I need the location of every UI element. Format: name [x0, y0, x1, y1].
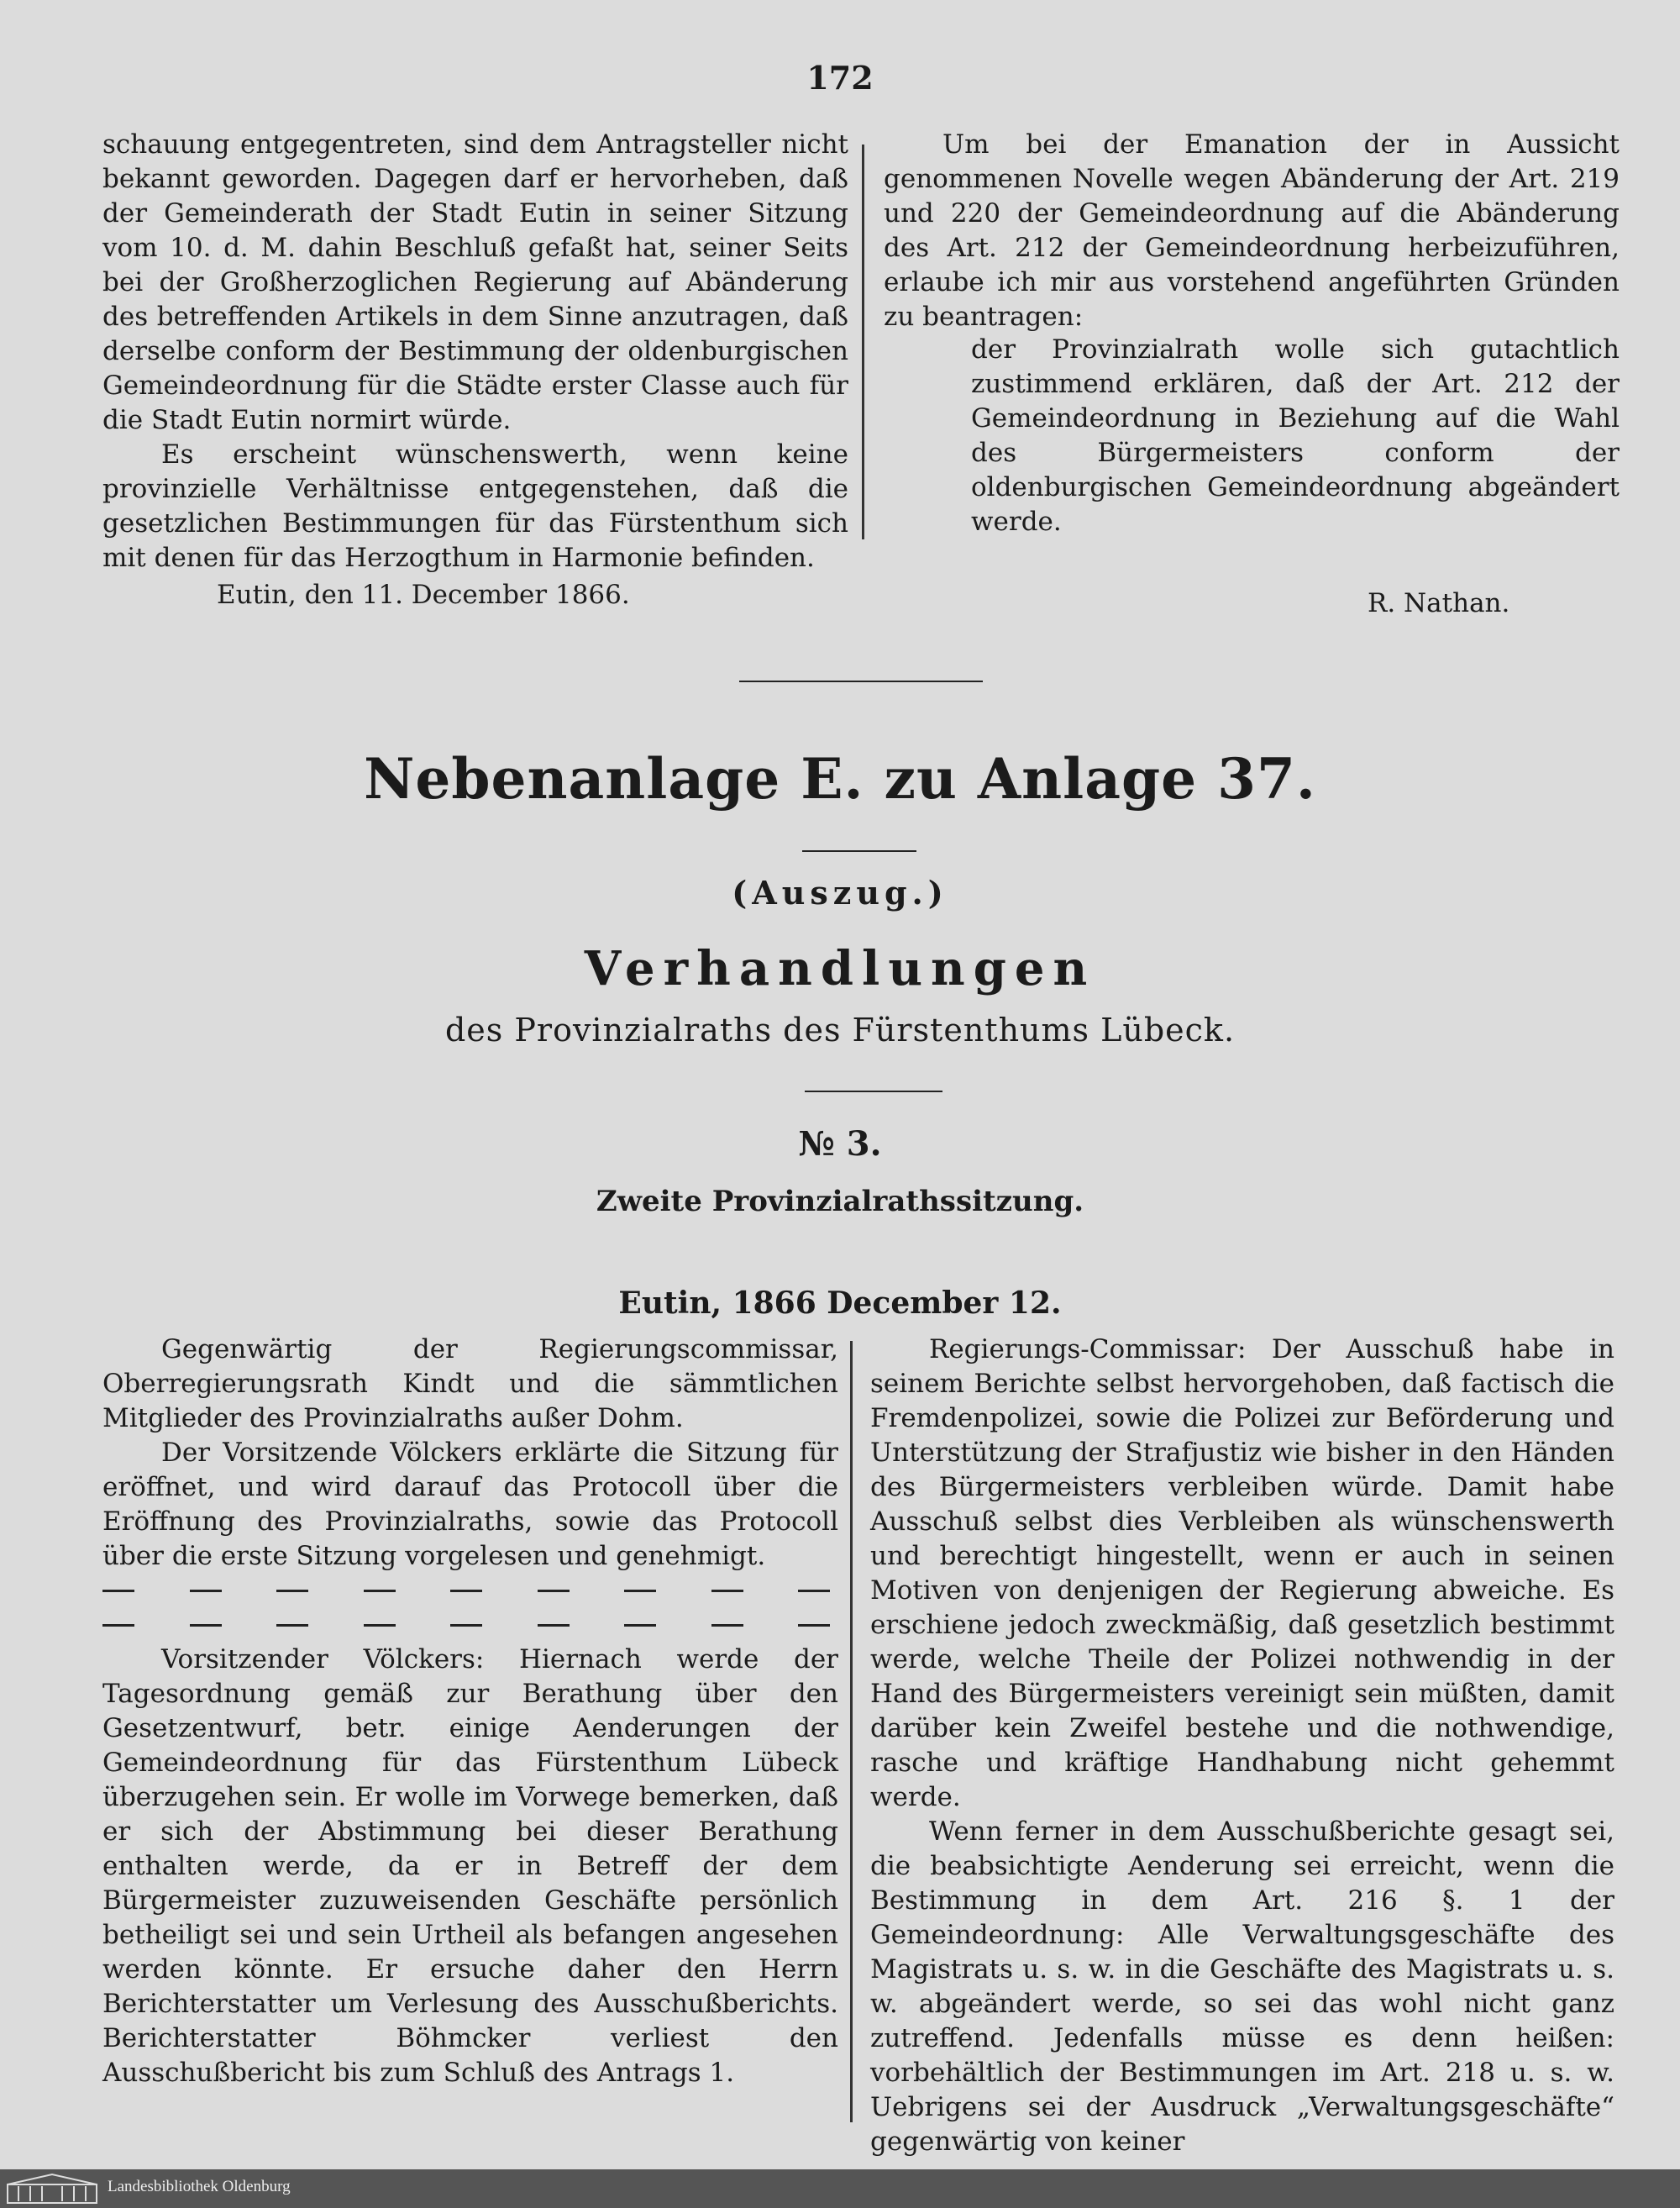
paragraph: Um bei der Emanation der in Aussicht genommenen Novelle wegen Abänderung der Art. 219 und 220 der Gemeindeordnung auf die Abänderung des Art. 212 der Gemeindeordnung herbeizuführen, erlaube ich mir aus vorstehend angeführten Gründen zu beantragen: [884, 129, 1620, 332]
paragraph: schauung entgegentreten, sind dem Antragsteller nicht bekannt geworden. Dagegen darf er hervorheben, daß der Gemeinderath der Stadt Eutin in seiner Sitzung vom 10. d. M. dahin Beschluß gefaßt hat, seiner Seits bei der Großherzoglichen Regierung auf Abänderung des betreffenden Artikels in dem Sinne anzutragen, daß derselbe conform der Bestimmung der oldenburgischen Gemeindeordnung für die Städte erster Classe auch für die Stadt Eutin normirt würde. [102, 129, 848, 435]
proceedings-heading: Verhandlungen [584, 941, 1096, 996]
page-number: 172 [806, 59, 874, 97]
paragraph: der Provinzialrath wolle sich gutachtlich zustimmend erklären, daß der Art. 212 der Gemeindeordnung in Beziehung auf die Wahl des Bürgermeisters conform der oldenburgischen Gemeindeordnung abgeändert werde. [971, 334, 1620, 537]
library-building-icon [7, 2173, 97, 2205]
motion-text [971, 333, 1620, 539]
title-rule [802, 850, 916, 852]
library-name: Landesbibliothek Oldenburg [108, 2178, 291, 2195]
bottom-left-column [102, 1333, 838, 2090]
top-right-column [884, 128, 1620, 334]
excerpt-label: (Auszug.) [732, 874, 948, 912]
paragraph: Gegenwärtig der Regierungscommissar, Oberregierungsrath Kindt und die sämmtlichen Mitglieder des Provinzialraths außer Dohm. [102, 1334, 838, 1433]
elision-dashes [102, 1608, 838, 1643]
column-divider [862, 145, 864, 539]
heading-rule [805, 1091, 942, 1092]
section-rule [739, 681, 983, 682]
elision-dashes [102, 1574, 838, 1608]
council-name: des Provinzialraths des Fürstenthums Lübeck. [444, 1012, 1236, 1049]
session-dateline: Eutin, 1866 December 12. [618, 1285, 1062, 1321]
appendix-title: Nebenanlage E. zu Anlage 37. [364, 746, 1316, 812]
top-left-column [102, 128, 848, 576]
column-divider [850, 1341, 853, 2122]
paragraph: Der Vorsitzende Völckers erklärte die Sitzung für eröffnet, und wird darauf das Protocoll über die Eröffnung des Provinzialraths, sowie das Protocoll über die erste Sitzung vorgelesen und genehmigt. [102, 1438, 838, 1571]
paragraph: Wenn ferner in dem Ausschußberichte gesagt sei, die beabsichtigte Aenderung sei erreicht, wenn die Bestimmung in dem Art. 216 §. 1 der Gemeindeordnung: Alle Verwaltungsgeschäfte des Magistrats u. s. w. in die Geschäfte des Magistrats u. s. w. abgeändert werde, so sei das wohl nicht ganz zutreffend. Jedenfalls müsse es denn heißen: vorbehältlich der Bestimmungen im Art. 218 u. s. w. Uebrigens sei der Ausdruck „Verwaltungsgeschäfte“ gegenwärtig von keiner [870, 1816, 1614, 2157]
session-number: № 3. [798, 1124, 882, 1164]
paragraph: Vorsitzender Völckers: Hiernach werde der Tagesordnung gemäß zur Berathung über den Gesetzentwurf, betr. einige Aenderungen der Gemeindeordnung für das Fürstenthum Lübeck überzugehen sein. Er wolle im Vorwege bemerken, daß er sich der Abstimmung bei dieser Berathung enthalten werde, da er in Betreff der dem Bürgermeister zuzuweisenden Geschäfte persönlich betheiligt sei und sein Urtheil als befangen angesehen werden könnte. Er ersuche daher den Herrn Berichterstatter um Verlesung des Ausschußberichts. Berichterstatter Böhmcker verliest den Ausschußbericht bis zum Schluß des Antrags 1. [102, 1644, 838, 2088]
paragraph: Es erscheint wünschenswerth, wenn keine provinzielle Verhältnisse entgegenstehen, daß die gesetzlichen Bestimmungen für das Fürstenthum sich mit denen für das Herzogthum in Harmonie befinden. [102, 439, 848, 573]
signature: R. Nathan. [1368, 588, 1510, 618]
paragraph: Regierungs-Commissar: Der Ausschuß habe in seinem Berichte selbst hervorgehoben, daß factisch die Fremdenpolizei, sowie die Polizei zur Beförderung und Unterstützung der Strafjustiz wie bisher in den Händen des Bürgermeisters verbleiben würde. Damit habe Ausschuß selbst dies Verbleiben als wünschenswerth und berechtigt hingestellt, wenn er auch in seinen Motiven von denjenigen der Regierung abweiche. Es erschiene jedoch zweckmäßig, daß gesetzlich bestimmt werde, welche Theile der Polizei nothwendig in der Hand des Bürgermeisters vereinigt sein müßten, damit darüber kein Zweifel bestehe und die nothwendige, rasche und kräftige Handhabung nicht gehemmt werde. [870, 1334, 1614, 1812]
bottom-right-column [870, 1333, 1614, 2159]
footer-bar [0, 2169, 1680, 2208]
session-title: Zweite Provinzialrathssitzung. [596, 1185, 1084, 1218]
dateline: Eutin, den 11. December 1866. [217, 580, 630, 610]
